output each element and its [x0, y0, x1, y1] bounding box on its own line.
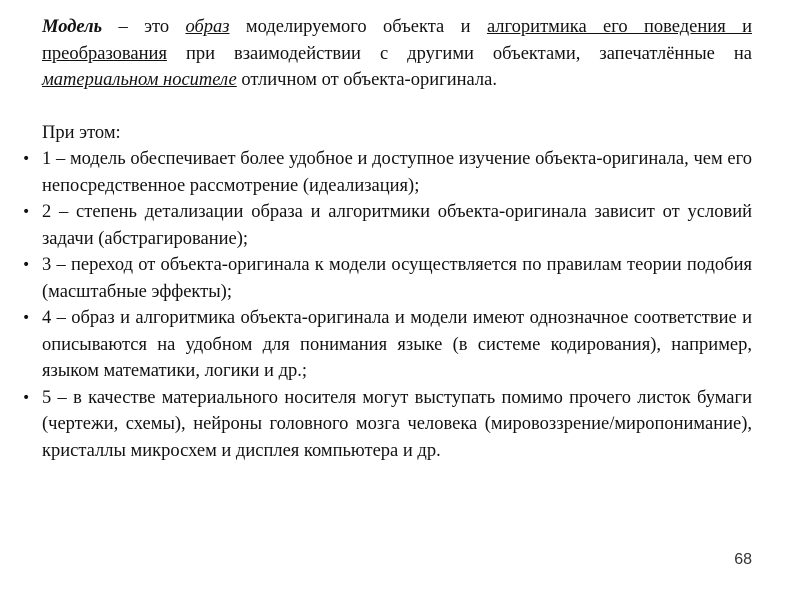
- definition-text-1: моделируемого объекта и: [229, 17, 487, 37]
- definition-text-2: при взаимодействии с другими объектами, запечатлённые на: [166, 43, 752, 64]
- list-item: [22, 199, 752, 252]
- definition-dash: – это: [102, 17, 186, 37]
- definition-paragraph: [42, 14, 752, 94]
- list-item-text: 2 – степень детализации образа и алгоритмики объекта-оригинала зависит от условий задачи (абстрагирование);: [42, 202, 752, 249]
- list-item-text: 4 – образ и алгоритмика объекта-оригинала и модели имеют однозначное соответствие и описываются на удобном для понимания языке (в системе кодирования), например, языком математики, логики и др.;: [42, 308, 752, 381]
- list-item: [22, 305, 752, 385]
- algorithm-phrase: алгоритмика его поведения и преобразования: [42, 17, 752, 64]
- list-item-text: 1 – модель обеспечивает более удобное и доступное изучение объекта-оригинала, чем его непосредственное рассмотрение (идеализация);: [42, 149, 752, 196]
- definition-term: Модель: [42, 17, 103, 37]
- list-item: [22, 385, 752, 465]
- bullet-icon: •: [22, 389, 31, 406]
- spacer: [22, 94, 752, 120]
- bullet-icon: •: [22, 310, 31, 326]
- definition-text-3: отличном от объекта-оригинала.: [236, 70, 497, 90]
- list-item-text: 3 – переход от объекта-оригинала к модели осуществляется по правилам теории подобия (масштабные эффекты);: [42, 255, 752, 302]
- word-image: образ: [185, 17, 230, 37]
- intro-line: При этом:: [42, 122, 121, 143]
- page-number: 68: [734, 551, 752, 568]
- points-list: [22, 146, 752, 464]
- medium-phrase: материальном носителе: [42, 70, 237, 90]
- bullet-icon: •: [22, 257, 31, 273]
- list-item: [22, 146, 752, 199]
- slide-content: [22, 14, 752, 464]
- list-item: [22, 252, 752, 305]
- bullet-icon: •: [22, 204, 31, 220]
- list-item-text: 5 – в качестве материального носителя могут выступать помимо прочего листок бумаги (чертежи, схемы), нейроны головного мозга человека (мировоззрение/миропонимание), кристаллы микросхем и дисплея компьютера и др.: [42, 387, 752, 461]
- bullet-icon: •: [22, 151, 31, 167]
